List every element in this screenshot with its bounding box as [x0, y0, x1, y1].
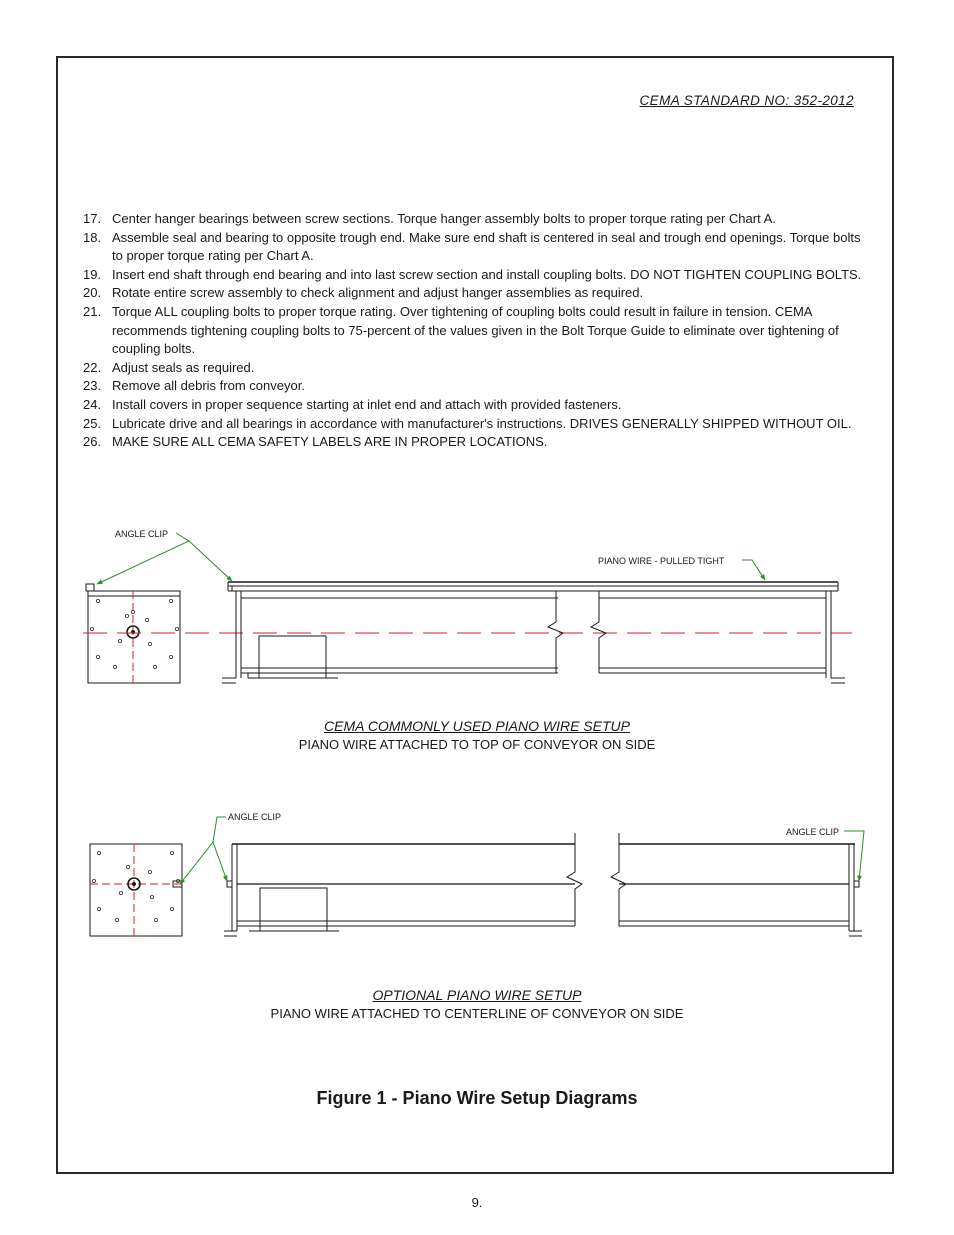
step-number: 24.	[83, 396, 102, 412]
step-number: 26.	[83, 434, 102, 450]
end-view-2	[90, 844, 182, 936]
figure-title: Figure 1 - Piano Wire Setup Diagrams	[316, 1088, 638, 1108]
step-number: 18.	[83, 229, 102, 245]
step-text: Adjust seals as required.	[112, 359, 255, 375]
step-number: 17.	[83, 211, 102, 226]
diagram1-caption-title: CEMA COMMONLY USED PIANO WIRE SETUP	[324, 718, 630, 734]
step-text: Torque ALL coupling bolts to proper torque rating. Over tightening of coupling bolts could result in failure in tension. CEMA recommends tightening coupling bolts to 75-percent of the values given in the Bolt Torque Guide to eliminate over tightening of coupling bolts.	[112, 303, 839, 357]
step-number: 19.	[83, 266, 102, 282]
step-number: 25.	[83, 415, 102, 431]
step-number: 23.	[83, 378, 102, 394]
step-text: Rotate entire screw assembly to check alignment and adjust hanger assemblies as required.	[112, 285, 644, 301]
step-text: MAKE SURE ALL CEMA SAFETY LABELS ARE IN PROPER LOCATIONS.	[112, 434, 548, 450]
standard-number: CEMA STANDARD NO: 352-2012	[639, 93, 854, 108]
step-text: Insert end shaft through end bearing and into last screw section and install coupling bolts. DO NOT TIGHTEN COUPLING BOLTS.	[112, 266, 862, 282]
angle-clip-label-right: ANGLE CLIP	[786, 827, 840, 837]
step-text: Install covers in proper sequence starting at inlet end and attach with provided fasteners.	[112, 396, 622, 412]
diagram1-caption-subtitle: PIANO WIRE ATTACHED TO TOP OF CONVEYOR ON SIDE	[298, 737, 656, 752]
diagram2-caption-subtitle: PIANO WIRE ATTACHED TO CENTERLINE OF CONVEYOR ON SIDE	[270, 1006, 684, 1021]
side-view-2	[224, 833, 862, 936]
diagram-top-wire	[83, 529, 852, 683]
step-text: Remove all debris from conveyor.	[112, 378, 305, 394]
diagram2-caption	[0, 987, 954, 1021]
page-number: 9.	[471, 1195, 483, 1210]
piano-wire-label: PIANO WIRE - PULLED TIGHT	[598, 556, 725, 566]
leaders-2	[180, 817, 864, 884]
step-number: 21.	[83, 303, 102, 319]
diagram2-caption-title: OPTIONAL PIANO WIRE SETUP	[372, 987, 582, 1003]
step-number: 22.	[83, 359, 102, 375]
angle-clip-label: ANGLE CLIP	[115, 529, 169, 539]
diagram-centerline-wire	[90, 812, 864, 936]
step-number: 20.	[83, 285, 102, 301]
step-text: Center hanger bearings between screw sections. Torque hanger assembly bolts to proper torque rating per Chart A.	[112, 211, 776, 226]
step-text: Lubricate drive and all bearings in accordance with manufacturer's instructions. DRIVES GENERALLY SHIPPED WITHOUT OIL.	[112, 415, 852, 431]
angle-clip-label-left: ANGLE CLIP	[228, 812, 282, 822]
step-text: Assemble seal and bearing to opposite trough end. Make sure end shaft is centered in seal and trough end openings. Torque bolts to proper torque rating per Chart A.	[112, 229, 861, 264]
diagram1-caption	[0, 718, 954, 752]
